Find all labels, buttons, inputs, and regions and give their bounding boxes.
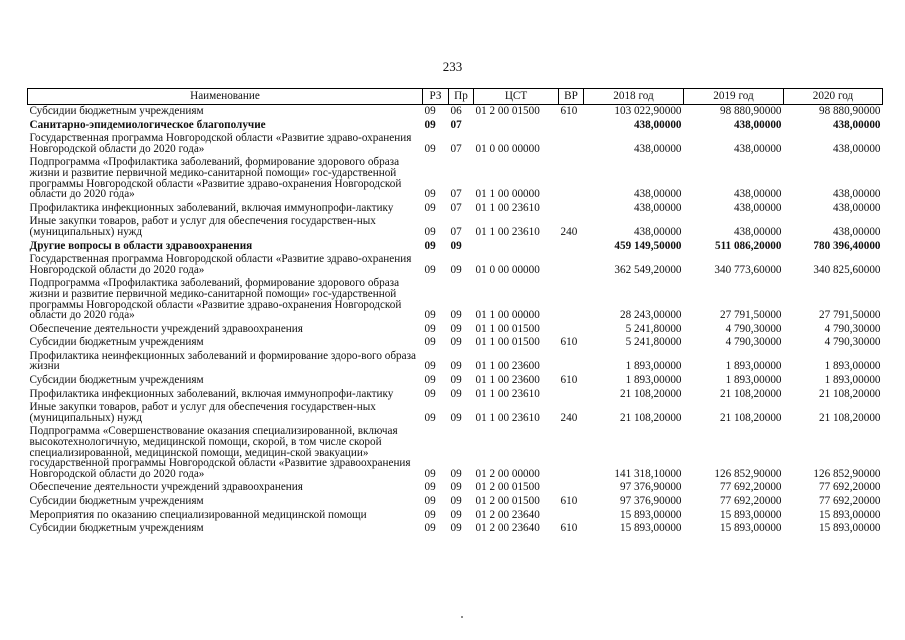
cst-cell: 01 1 00 00000 [475,188,540,201]
header-name: Наименование [28,89,423,105]
table-row [28,350,883,374]
cst-cell: 01 1 00 23600 [475,374,540,387]
value-2018-cell: 15 893,00000 [619,522,682,535]
cst-cell: 01 0 00 00000 [475,263,540,276]
value-2019-cell: 15 893,00000 [719,508,782,521]
value-2018-cell: 15 893,00000 [619,508,682,521]
value-2018-cell: 21 108,20000 [619,411,682,424]
header-cst: ЦСТ [474,89,559,105]
value-2018-cell: 97 376,90000 [619,495,682,507]
pr-cell: 09 [450,467,462,480]
cst-cell [474,119,559,133]
header-2020: 2020 год [784,89,883,105]
header-vr: ВР [559,89,584,105]
value-2020-cell: 438,00000 [832,201,881,214]
vr-cell: 240 [560,225,578,238]
value-2019-cell: 21 108,20000 [719,387,782,400]
value-2018-cell: 97 376,90000 [619,481,682,494]
value-2019-cell: 77 692,20000 [719,481,782,494]
value-2020-cell: 15 893,00000 [818,522,881,535]
cst-cell: 01 1 00 00000 [475,309,540,322]
pr-cell: 07 [450,118,462,131]
pr-cell: 09 [450,481,462,494]
value-2018-cell: 1 893,00000 [625,374,682,387]
rz-cell: 09 [424,263,436,276]
pr-cell: 09 [450,322,462,335]
table-row [28,156,883,201]
name-cell: Государственная программа Новгородской области «Развитие здраво-охранения Новгородской области до 2020 года» [29,253,412,276]
table-row [28,401,883,425]
value-2020-cell: 27 791,50000 [818,309,881,322]
value-2018-cell: 1 893,00000 [625,360,682,373]
vr-cell [559,277,584,322]
cst-cell: 01 2 00 00000 [475,467,540,480]
value-2019-cell: 1 893,00000 [725,360,782,373]
budget-table [27,88,883,536]
pr-cell: 09 [450,263,462,276]
name-cell: Субсидии бюджетным учреждениям [29,522,204,535]
value-2018-cell: 438,00000 [633,142,682,155]
pr-cell: 09 [450,239,462,252]
value-2018-cell: 438,00000 [633,188,682,201]
value-2019-cell: 438,00000 [733,201,782,214]
name-cell: Иные закупки товаров, работ и услуг для обеспечения государствен-ных (муниципальных) нужд [29,401,376,424]
pr-cell: 06 [450,105,462,117]
vr-cell [559,253,584,277]
value-2019-cell: 98 880,90000 [719,105,782,117]
table-row [28,119,883,133]
pr-cell: 07 [450,142,462,155]
table-row [28,388,883,402]
value-2019-cell: 1 893,00000 [725,374,782,387]
value-2018-cell: 21 108,20000 [619,387,682,400]
name-cell: Профилактика неинфекционных заболеваний и формирование здоро-вого образа жизни [29,349,416,373]
value-2020-cell: 98 880,90000 [818,105,881,117]
rz-cell: 09 [424,495,436,507]
value-2018-cell: 362 549,20000 [614,263,682,276]
table-row [28,215,883,239]
name-cell: Подпрограмма «Профилактика заболеваний, формирование здорового образа жизни и развитие первичной медико-санитарной помощи» гос-ударственной программы Новгородской области «Развитие здраво-охранения Новгородской области до 2020 года» [29,156,402,201]
name-cell: Профилактика инфекционных заболеваний, включая иммунопрофи-лактику [29,201,394,214]
rz-cell: 09 [424,387,436,400]
vr-cell: 610 [560,336,578,349]
pr-cell: 09 [450,508,462,521]
vr-cell [559,240,584,254]
table-row [28,495,883,509]
cst-cell: 01 0 00 00000 [475,142,540,155]
table-row [28,425,883,481]
table-row [28,105,883,119]
cst-cell: 01 2 00 01500 [475,481,540,494]
name-cell: Субсидии бюджетным учреждениям [29,105,204,117]
header-2018: 2018 год [584,89,684,105]
cst-cell: 01 2 00 01500 [475,495,540,507]
table-row [28,481,883,495]
value-2020-cell: 438,00000 [832,188,881,201]
table-row [28,240,883,254]
pr-cell: 09 [450,495,462,507]
value-2018-cell: 438,00000 [633,118,682,131]
vr-cell [559,350,584,374]
vr-cell [559,323,584,337]
value-2019-cell: 438,00000 [733,225,782,238]
value-2020-cell: 4 790,30000 [824,322,881,335]
value-2020-cell: 21 108,20000 [818,387,881,400]
rz-cell: 09 [424,105,436,117]
cst-cell [474,240,559,254]
rz-cell: 09 [424,239,436,252]
rz-cell: 09 [424,142,436,155]
name-cell: Государственная программа Новгородской области «Развитие здраво-охранения Новгородской области до 2020 года» [29,132,412,155]
vr-cell [559,156,584,201]
name-cell: Мероприятия по оказанию специализированной медицинской помощи [29,508,367,521]
value-2019-cell: 511 086,20000 [714,239,782,252]
rz-cell: 09 [424,522,436,535]
rz-cell: 09 [424,467,436,480]
value-2020-cell: 438,00000 [832,225,881,238]
value-2019-cell: 21 108,20000 [719,411,782,424]
table-row [28,522,883,536]
vr-cell: 610 [560,374,578,387]
pr-cell: 07 [450,225,462,238]
value-2018-cell: 438,00000 [633,225,682,238]
pr-cell: 09 [450,360,462,373]
vr-cell [559,132,584,156]
vr-cell: 610 [560,495,578,507]
value-2019-cell: 77 692,20000 [719,495,782,507]
value-2019-cell: 4 790,30000 [725,336,782,349]
cst-cell: 01 1 00 01500 [475,322,540,335]
value-2019-cell: 126 852,90000 [714,467,782,480]
name-cell: Обеспечение деятельности учреждений здравоохранения [29,322,303,335]
value-2019-cell: 340 773,60000 [714,263,782,276]
cst-cell: 01 2 00 23640 [475,522,540,535]
table-row [28,336,883,350]
header-pr: Пр [449,89,474,105]
name-cell: Подпрограмма «Совершенствование оказания специализированной, включая высокотехнологичную, медицинской помощи, скорой, в том числе скорой специализированной, медицинской помощи, медицин-ской эвакуации» государственной программы Новгородской области «Развитие здравоохранения Новгородской области до 2020 года» [29,425,411,480]
pr-cell: 09 [450,374,462,387]
value-2020-cell: 340 825,60000 [813,263,881,276]
vr-cell [559,202,584,216]
cst-cell: 01 1 00 23600 [475,360,540,373]
value-2018-cell: 438,00000 [633,201,682,214]
name-cell: Обеспечение деятельности учреждений здравоохранения [29,481,303,494]
value-2018-cell: 5 241,80000 [625,336,682,349]
rz-cell: 09 [424,336,436,349]
value-2019-cell: 27 791,50000 [719,309,782,322]
rz-cell: 09 [424,360,436,373]
value-2018-cell: 459 149,50000 [614,239,682,252]
name-cell: Другие вопросы в области здравоохранения [29,239,253,252]
pr-cell: 09 [450,387,462,400]
value-2019-cell: 438,00000 [733,142,782,155]
rz-cell: 09 [424,225,436,238]
table-row [28,323,883,337]
rz-cell: 09 [424,481,436,494]
vr-cell [559,388,584,402]
value-2020-cell: 1 893,00000 [824,374,881,387]
rz-cell: 09 [424,118,436,131]
value-2020-cell: 4 790,30000 [824,336,881,349]
value-2019-cell: 438,00000 [733,118,782,131]
name-cell: Субсидии бюджетным учреждениям [29,336,204,349]
rz-cell: 09 [424,309,436,322]
header-2019: 2019 год [684,89,784,105]
rz-cell: 09 [424,322,436,335]
pr-cell: 09 [450,336,462,349]
rz-cell: 09 [424,374,436,387]
page-number: 233 [442,59,463,74]
name-cell: Иные закупки товаров, работ и услуг для обеспечения государствен-ных (муниципальных) нужд [29,215,376,238]
value-2020-cell: 780 396,40000 [813,239,881,252]
name-cell: Профилактика инфекционных заболеваний, включая иммунопрофи-лактику [29,387,394,400]
table-row [28,132,883,156]
table-header-row [28,89,883,105]
vr-cell: 240 [560,411,578,424]
value-2019-cell: 15 893,00000 [719,522,782,535]
rz-cell: 09 [424,411,436,424]
pr-cell: 07 [450,201,462,214]
value-2019-cell: 438,00000 [733,188,782,201]
value-2018-cell: 141 318,10000 [614,467,682,480]
name-cell: Субсидии бюджетным учреждениям [29,374,204,387]
name-cell: Субсидии бюджетным учреждениям [29,495,204,507]
value-2020-cell: 438,00000 [832,142,881,155]
vr-cell [559,509,584,523]
scan-mark [461,616,463,618]
value-2020-cell: 1 893,00000 [824,360,881,373]
value-2018-cell: 28 243,00000 [619,309,682,322]
cst-cell: 01 1 00 23610 [475,387,540,400]
vr-cell [559,119,584,133]
pr-cell: 09 [450,411,462,424]
cst-cell: 01 1 00 23610 [475,225,540,238]
cst-cell: 01 2 00 01500 [475,105,540,117]
cst-cell: 01 1 00 23610 [475,201,540,214]
value-2020-cell: 77 692,20000 [818,495,881,507]
value-2018-cell: 103 022,90000 [614,105,682,117]
value-2018-cell: 5 241,80000 [625,322,682,335]
table-row [28,253,883,277]
vr-cell: 610 [560,522,578,535]
vr-cell [559,481,584,495]
table-row [28,202,883,216]
table-row [28,509,883,523]
name-cell: Подпрограмма «Профилактика заболеваний, формирование здорового образа жизни и развитие первичной медико-санитарной помощи» гос-ударственной программы Новгородской области «Развитие здраво-охранения Новгородской области до 2020 года» [29,277,402,322]
cst-cell: 01 1 00 23610 [475,411,540,424]
vr-cell: 610 [560,105,578,117]
table-row [28,374,883,388]
value-2020-cell: 15 893,00000 [818,508,881,521]
value-2020-cell: 126 852,90000 [813,467,881,480]
vr-cell [559,425,584,481]
rz-cell: 09 [424,508,436,521]
pr-cell: 07 [450,188,462,201]
value-2020-cell: 77 692,20000 [818,481,881,494]
header-rz: РЗ [423,89,449,105]
cst-cell: 01 2 00 23640 [475,508,540,521]
value-2020-cell: 438,00000 [832,118,881,131]
value-2019-cell: 4 790,30000 [725,322,782,335]
value-2020-cell: 21 108,20000 [818,411,881,424]
pr-cell: 09 [450,522,462,535]
pr-cell: 09 [450,309,462,322]
table-row [28,277,883,322]
rz-cell: 09 [424,188,436,201]
name-cell: Санитарно-эпидемиологическое благополучие [29,118,266,131]
cst-cell: 01 1 00 01500 [475,336,540,349]
rz-cell: 09 [424,201,436,214]
